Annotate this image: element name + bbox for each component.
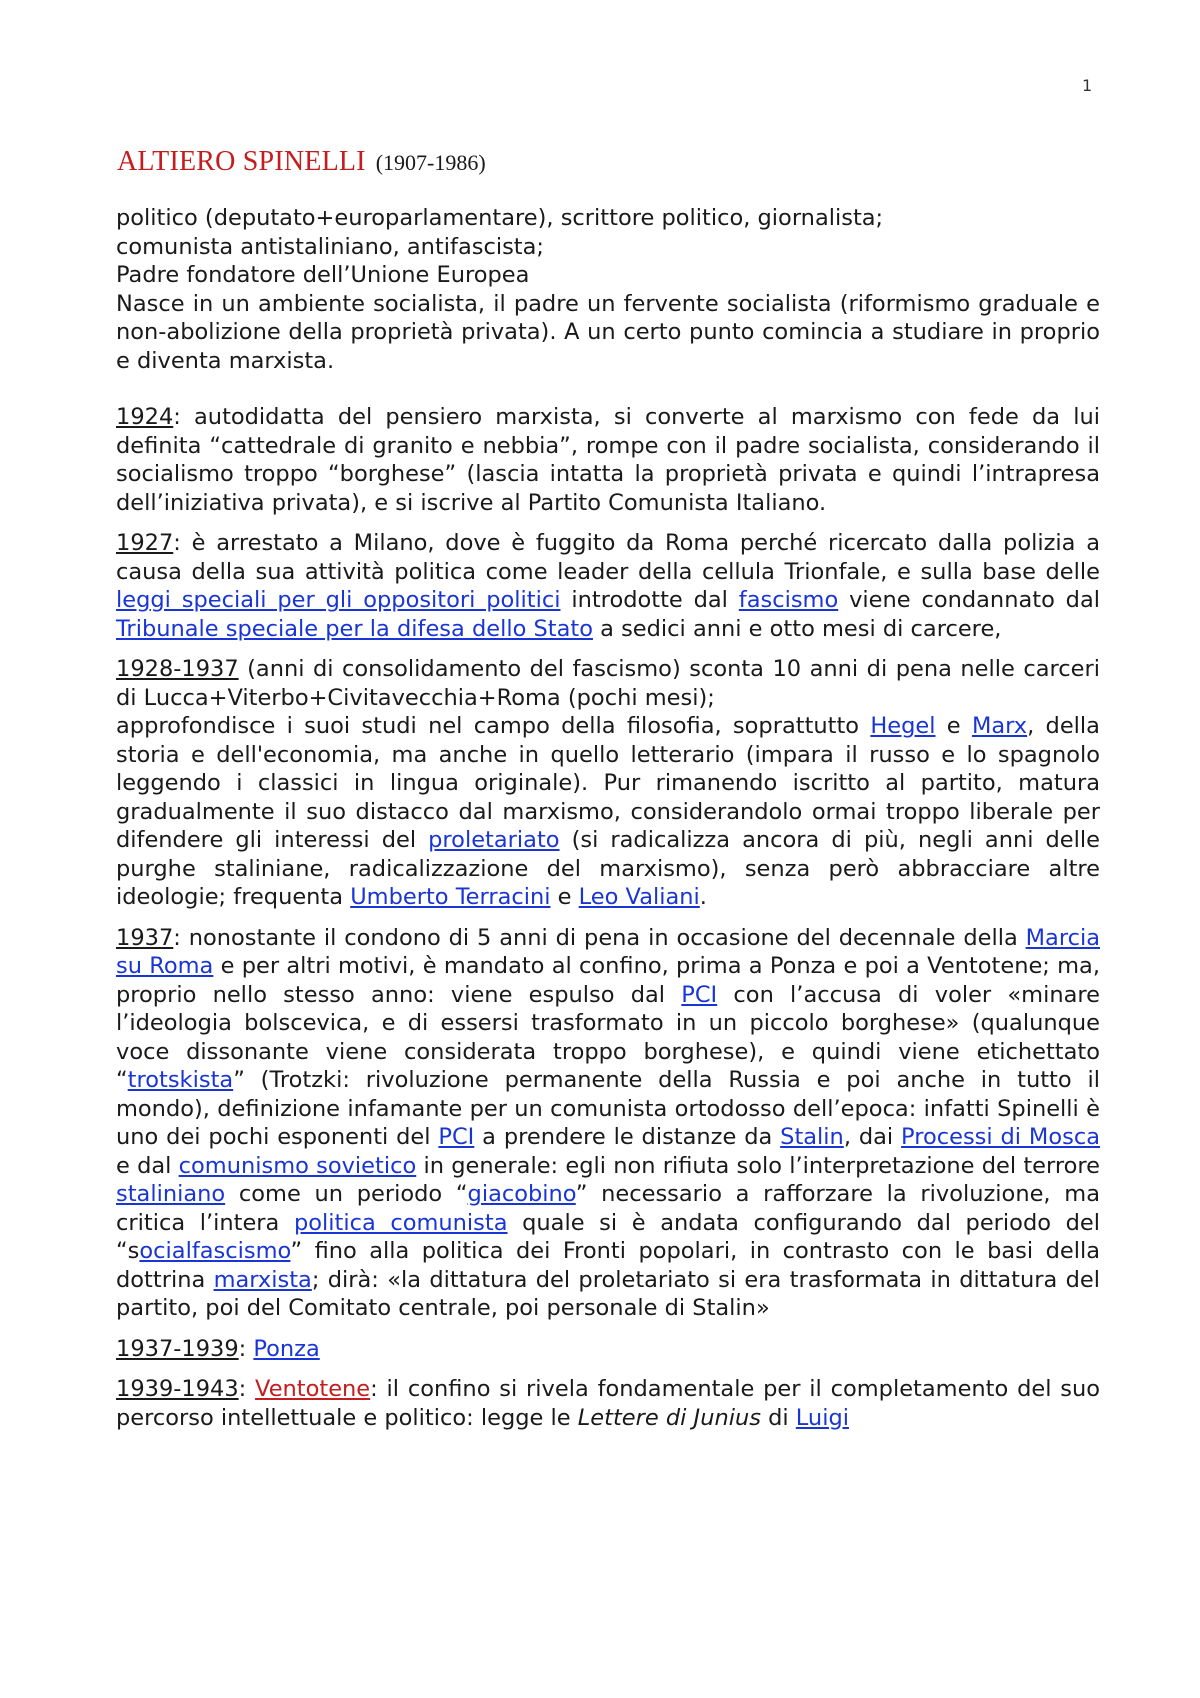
timeline-entry [116, 1375, 1100, 1432]
entry-text: . [699, 884, 707, 910]
entry-text: di [760, 1404, 796, 1431]
entry-text: (si radicalizza ancora di più, negli anni delle purghe staliniane, radicalizzazione del marxismo), senza però abbracciare altre ideologie; frequenta [116, 827, 1100, 910]
intro-paragraph [116, 204, 1100, 375]
intro-line: Padre fondatore dell’Unione Europea [116, 262, 530, 288]
entry-text: approfondisce i suoi studi nel campo della filosofia, soprattutto [116, 713, 871, 739]
entry-text: ” fino alla politica dei Fronti popolari, in contrasto con le basi della dottrina [116, 1238, 1100, 1293]
wiki-link[interactable]: staliniano [116, 1181, 226, 1207]
title-name: ALTIERO SPINELLI [117, 146, 366, 177]
book-title: Lettere di Junius [577, 1404, 761, 1431]
wiki-link[interactable]: fascismo [738, 587, 839, 613]
wiki-link[interactable]: Hegel [870, 713, 936, 739]
entry-text: come un periodo “ [225, 1181, 468, 1207]
wiki-link[interactable]: comunismo sovietico [178, 1152, 417, 1179]
wiki-link[interactable]: Marcia su Roma [116, 924, 1100, 979]
wiki-link[interactable]: Umberto Terracini [350, 884, 551, 910]
title-years: (1907-1986) [375, 150, 486, 175]
wiki-link[interactable]: PCI [681, 981, 718, 1008]
entry-text: e per altri motivi, è mandato al confino, prima a Ponza e poi a Ventotene; ma, proprio nello stesso anno: viene espulso dal [116, 953, 1100, 1008]
entry-date: 1927 [116, 530, 174, 556]
entry-text: con l’accusa di voler «minare l’ideologia bolscevica, e di essersi trasformato in un piccolo borghese» (qualunque voce dissonante viene considerata troppo borghese), e quindi viene etichettato “ [116, 981, 1100, 1093]
wiki-link[interactable]: PCI [438, 1124, 475, 1150]
wiki-link[interactable]: ocialfascismo [139, 1238, 291, 1264]
entry-text: , della storia e dell'economia, ma anche in quello letterario (impara il russo e lo spagnolo leggendo i classici in lingua originale). Pur rimanendo iscritto al partito, matura gradualmente il suo distacco dal marxismo, considerandolo ormai troppo liberale per difendere gli interessi del [116, 713, 1100, 853]
entry-text: : nonostante il condono di 5 anni di pena in occasione del decennale della [173, 924, 1026, 951]
entry-text: a prendere le distanze da [474, 1124, 781, 1150]
entry-text: (anni di consolidamento del fascismo) sconta 10 anni di pena nelle carceri di Lucca+Viterbo+Civitavecchia+Roma (pochi mesi); [116, 656, 1100, 711]
entry-date: 1924 [116, 404, 174, 430]
timeline-entries [116, 403, 1100, 1432]
entry-date: 1939-1943 [116, 1376, 239, 1402]
entry-text: : autodidatta del pensiero marxista, si converte al marxismo con fede da lui definita “cattedrale di granito e nebbia”, rompe con il padre socialista, considerando il socialismo troppo “borghese” (lascia intatta la proprietà privata e quindi l’intrapresa dell’iniziativa privata), e si iscrive al Partito Comunista Italiano. [116, 404, 1100, 516]
entry-text: , dai [843, 1124, 902, 1150]
entry-date: 1937 [116, 924, 174, 951]
wiki-link[interactable]: Leo Valiani [578, 884, 700, 910]
document-title [117, 146, 486, 178]
entry-text: ” (Trotzki: rivoluzione permanente della Russia e poi anche in tutto il mondo), definizione infamante per un comunista ortodosso dell’epoca: infatti Spinelli è uno dei pochi esponenti del [116, 1067, 1100, 1150]
entry-text: : è arrestato a Milano, dove è fuggito da Roma perché ricercato dalla polizia a causa della sua attività politica come leader della cellula Trionfale, e sulla base delle [116, 530, 1100, 585]
wiki-link[interactable]: Processi di Mosca [901, 1124, 1100, 1150]
wiki-link[interactable]: leggi speciali per gli oppositori politici [116, 587, 561, 613]
timeline-entry [116, 924, 1100, 1323]
wiki-link[interactable]: Tribunale speciale per la difesa dello Stato [116, 615, 593, 642]
entry-text: e [935, 713, 972, 739]
wiki-link[interactable]: Ventotene [255, 1376, 371, 1402]
entry-text: introdotte dal [560, 587, 739, 613]
intro-line: comunista antistaliniano, antifascista; [116, 233, 544, 260]
wiki-link[interactable]: Stalin [780, 1124, 844, 1150]
timeline-entry [116, 655, 1100, 912]
entry-date: 1928-1937 [116, 656, 239, 682]
entry-text: quale si è andata configurando dal periodo del “s [116, 1209, 1100, 1264]
entry-text: : il confino si rivela fondamentale per il completamento del suo percorso intellettuale e politico: legge le [116, 1376, 1101, 1431]
entry-text: : [238, 1376, 256, 1402]
entry-date: 1937-1939 [116, 1335, 239, 1362]
entry-text: a sedici anni e otto mesi di carcere, [592, 615, 1002, 642]
entry-text: : [238, 1335, 254, 1362]
wiki-link[interactable]: Marx [971, 713, 1028, 739]
wiki-link[interactable]: Ponza [253, 1335, 320, 1362]
wiki-link[interactable]: giacobino [467, 1181, 576, 1207]
document-body [116, 204, 1100, 1444]
wiki-link[interactable]: Luigi [795, 1404, 849, 1431]
wiki-link[interactable]: marxista [213, 1266, 312, 1293]
entry-text: ; dirà: «la dittatura del proletariato si era trasformata in dittatura del partito, poi del Comitato centrale, poi personale di Stalin» [116, 1266, 1100, 1321]
intro-line: Nasce in un ambiente socialista, il padre un fervente socialista (riformismo graduale e non-abolizione della proprietà privata). A un certo punto comincia a studiare in proprio e diventa marxista. [116, 290, 1100, 374]
entry-text: e [550, 884, 579, 910]
entry-text: e dal [116, 1152, 179, 1179]
entry-text: in generale: egli non rifiuta solo l’interpretazione del terrore [416, 1152, 1100, 1179]
intro-line: politico (deputato+europarlamentare), scrittore politico, giornalista; [116, 205, 884, 231]
timeline-entry [116, 529, 1100, 643]
entry-text: ” necessario a rafforzare la rivoluzione, ma critica l’intera [116, 1181, 1100, 1236]
page-number: 1 [1082, 76, 1093, 95]
wiki-link[interactable]: proletariato [428, 827, 560, 853]
wiki-link[interactable]: trotskista [127, 1067, 234, 1093]
timeline-entry [116, 403, 1100, 517]
timeline-entry [116, 1335, 1100, 1364]
wiki-link[interactable]: politica comunista [293, 1209, 508, 1236]
entry-text: viene condannato dal [838, 587, 1101, 613]
